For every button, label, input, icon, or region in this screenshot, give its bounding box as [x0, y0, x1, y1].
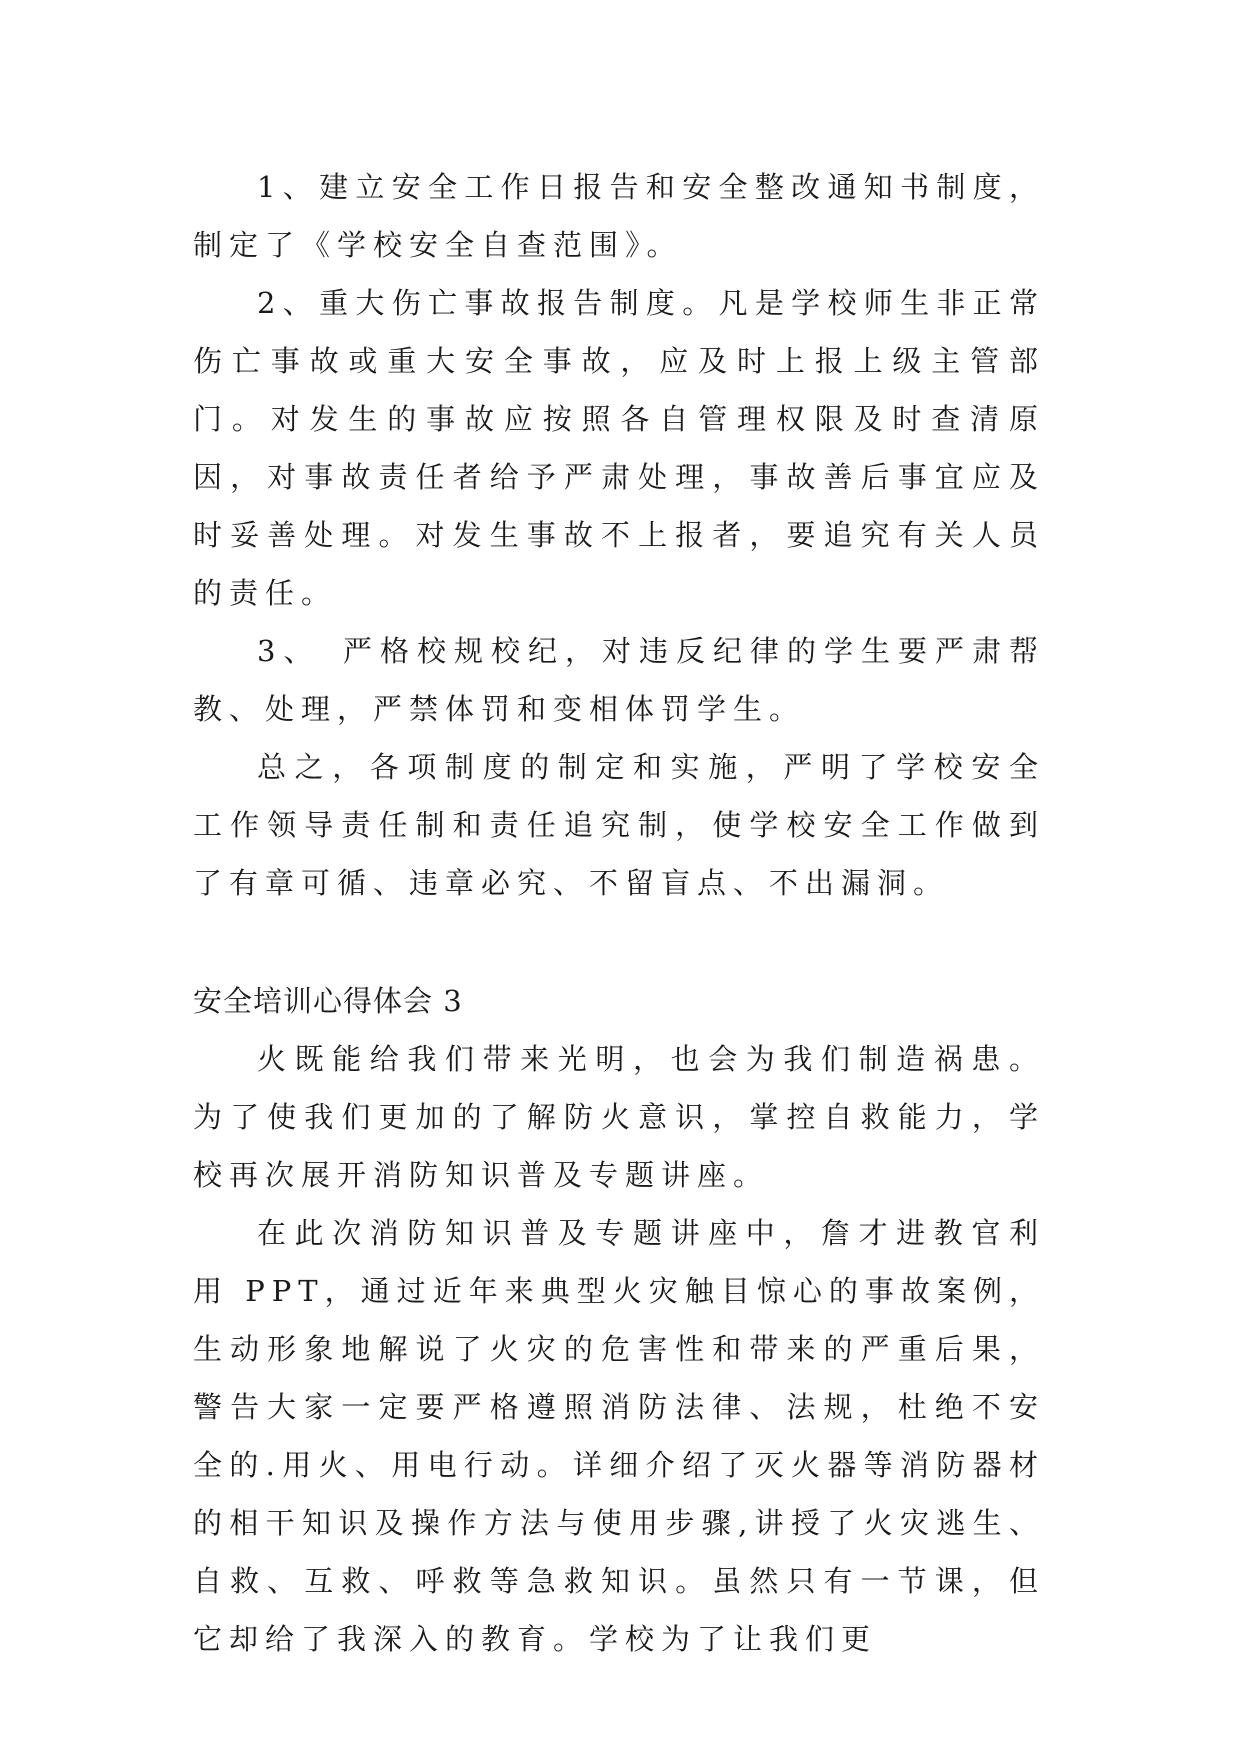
- paragraph-lecture: 在此次消防知识普及专题讲座中，詹才进教官利用 PPT，通过近年来典型火灾触目惊心的事故案例，生动形象地解说了火灾的危害性和带来的严重后果，警告大家一定要严格遵照消防法律、法规，杜绝不安全的.用火、用电行动。详细介绍了灭火器等消防器材的相干知识及操作方法与使用步骤,讲授了火灾逃生、自救、互救、呼救等急救知识。虽然只有一节课，但它却给了我深入的教育。学校为了让我们更: [193, 1216, 1045, 1656]
- document-body: [193, 158, 1045, 1668]
- paragraph-rule-1: 1、建立安全工作日报告和安全整改通知书制度，制定了《学校安全自查范围》。: [193, 170, 1045, 262]
- paragraph-rule-2: 2、重大伤亡事故报告制度。凡是学校师生非正常伤亡事故或重大安全事故，应及时上报上级主管部门。对发生的事故应按照各自管理权限及时查清原因，对事故责任者给予严肃处理，事故善后事宜应及时妥善处理。对发生事故不上报者，要追究有关人员的责任。: [193, 286, 1045, 610]
- paragraph-summary: 总之，各项制度的制定和实施，严明了学校安全工作领导责任制和责任追究制，使学校安全工作做到了有章可循、违章必究、不留盲点、不出漏洞。: [193, 750, 1045, 900]
- paragraph-rule-3: 3、 严格校规校纪，对违反纪律的学生要严肃帮教、处理，严禁体罚和变相体罚学生。: [193, 634, 1045, 726]
- paragraph-intro: 火既能给我们带来光明，也会为我们制造祸患。为了使我们更加的了解防火意识，掌控自救能力，学校再次展开消防知识普及专题讲座。: [193, 1042, 1045, 1192]
- section-title: 安全培训心得体会 3: [193, 984, 463, 1018]
